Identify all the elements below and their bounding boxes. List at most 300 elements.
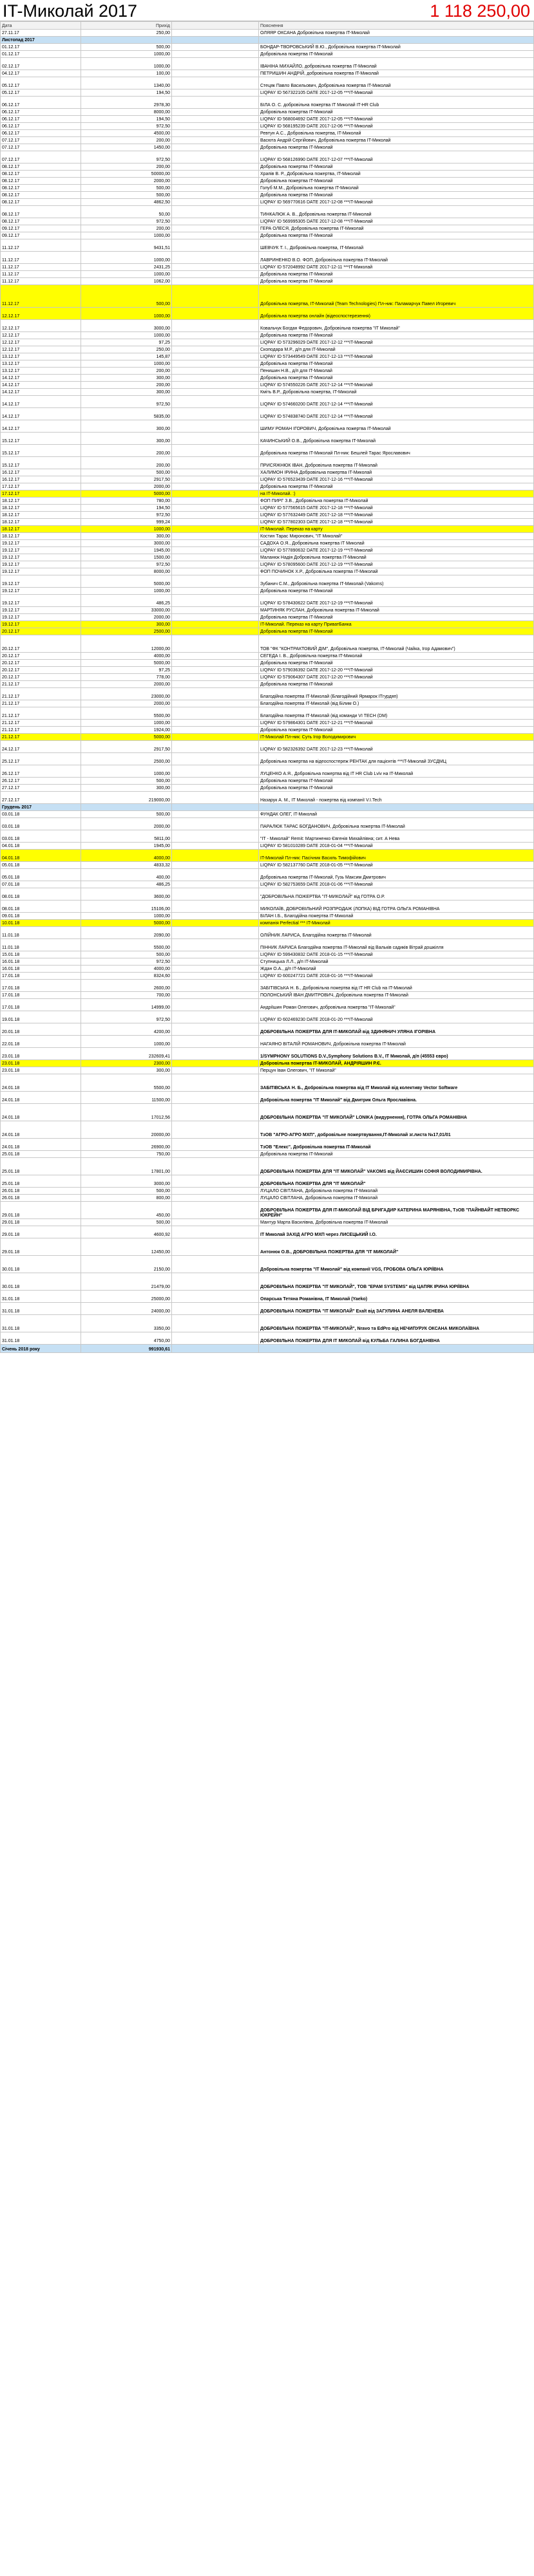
- note-cell: ІВАНІНА МИХАЙЛО, добровільна пожертва IT-Миколай: [259, 58, 534, 70]
- note-cell: ДОБРОВІЛЬНА ПОЖЕРТВА ДЛЯ "IT МИКОЛАЙ": [259, 1175, 534, 1188]
- table-row: [1, 396, 534, 408]
- note-cell: [259, 1345, 534, 1353]
- flag-cell: [172, 77, 259, 89]
- note-cell: Скоподара М.Р., д/п для IT-Миколай: [259, 346, 534, 353]
- note-cell: БІЛА О. С. добровільна пожертва IT Миколай IT-HR Club: [259, 97, 534, 109]
- note-cell: LIQPAY ID 573296029 DATE 2017-12-12 ***IT-Миколай: [259, 339, 534, 346]
- flag-cell: [172, 862, 259, 869]
- note-cell: Опарська Тетяна Романівна, IT Миколай (Yaeko): [259, 1291, 534, 1303]
- amount-cell: 5811,00: [81, 830, 172, 843]
- note-cell: МАРТИНЯК РУСЛАН, Добровільна пожертва IT-Миколай: [259, 607, 534, 614]
- amount-cell: 500,00: [81, 1188, 172, 1195]
- table-row: [1, 171, 534, 178]
- flag-cell: [172, 396, 259, 408]
- flag-cell: [172, 389, 259, 396]
- amount-cell: 500,00: [81, 951, 172, 958]
- amount-cell: 100,00: [81, 70, 172, 77]
- flag-cell: [172, 1121, 259, 1139]
- table-row: [1, 1139, 534, 1151]
- table-row: [1, 667, 534, 674]
- amount-cell: 1000,00: [81, 913, 172, 920]
- table-row: [1, 144, 534, 151]
- note-cell: LIQPAY ID 578095600 DATE 2017-12-19 ***IT-Миколай: [259, 561, 534, 568]
- date-cell: 20.12.17: [1, 635, 81, 653]
- amount-cell: 780,00: [81, 498, 172, 505]
- date-cell: 31.01.18: [1, 1332, 81, 1345]
- date-cell: 11.01.18: [1, 939, 81, 951]
- table-row: [1, 408, 534, 420]
- date-cell: 29.01.18: [1, 1219, 81, 1226]
- amount-cell: 999,24: [81, 519, 172, 526]
- note-cell: LIQPAY ID 567322105 DATE 2017-12-05 ***IT-Миколай: [259, 89, 534, 97]
- note-cell: LIQPAY ID 568004692 DATE 2017-12-05 ***IT-Миколай: [259, 116, 534, 123]
- date-cell: 26.12.17: [1, 778, 81, 785]
- amount-cell: 300,00: [81, 420, 172, 433]
- table-row: [1, 137, 534, 144]
- note-cell: Ревтун А.С., Добровільна пожертва, IT-Миколай: [259, 130, 534, 137]
- flag-cell: [172, 1345, 259, 1353]
- date-cell: 24.01.18: [1, 1139, 81, 1151]
- amount-cell: 5000,00: [81, 660, 172, 667]
- note-cell: ДОБРОВІЛЬНА ПОЖЕРТВА "IT-МИКОЛАЙ", Nravo та EdPro від НЕЧИПУРУК ОКСАНА МИКОЛАЇВНА: [259, 1315, 534, 1332]
- date-cell: 24.01.18: [1, 1092, 81, 1104]
- table-row: [1, 44, 534, 51]
- table-row: [1, 939, 534, 951]
- table-row: [1, 360, 534, 368]
- note-cell: Добровільна пожертва IT-Миколай: [259, 375, 534, 382]
- date-cell: 20.12.17: [1, 674, 81, 681]
- table-row: [1, 720, 534, 727]
- table-row: [1, 130, 534, 137]
- note-cell: LIQPAY ID 577632449 DATE 2017-12-18 ***IT-Миколай: [259, 512, 534, 519]
- note-cell: Добровільна пожертва IT-МИКОЛАЙ, АНДРІЯШИН Р.Є.: [259, 1060, 534, 1067]
- amount-cell: 24000,00: [81, 1303, 172, 1315]
- sheet-header: [0, 0, 534, 21]
- note-cell: Благодійна пожертва IT-Миколай (від команди VI TECH (DM): [259, 707, 534, 720]
- amount-cell: [81, 37, 172, 44]
- amount-cell: 1340,00: [81, 77, 172, 89]
- date-cell: 18.12.17: [1, 526, 81, 533]
- column-header-date: Дата: [1, 22, 81, 30]
- note-cell: LIQPAY ID 602469230 DATE 2018-01-20 ***IT-Миколай: [259, 1011, 534, 1023]
- amount-cell: 1000,00: [81, 765, 172, 778]
- note-cell: Добровільна пожертва IT-Миколай: [259, 109, 534, 116]
- note-cell: Добровільна пожертва IT-Миколай: [259, 232, 534, 239]
- amount-cell: 300,00: [81, 785, 172, 792]
- amount-cell: 2917,50: [81, 741, 172, 753]
- flag-cell: [172, 151, 259, 163]
- note-cell: Добровільна пожертва онлайн (відеоспостерезення): [259, 308, 534, 320]
- note-cell: КАЧИНСЬКИЙ О.В., Добровільна пожертва IT-Миколай: [259, 433, 534, 445]
- table-row: [1, 151, 534, 163]
- flag-cell: [172, 1048, 259, 1060]
- amount-cell: 500,00: [81, 1219, 172, 1226]
- amount-cell: 3000,00: [81, 320, 172, 332]
- date-cell: 19.12.17: [1, 554, 81, 561]
- flag-cell: [172, 850, 259, 862]
- flag-cell: [172, 225, 259, 232]
- date-cell: 19.01.18: [1, 1011, 81, 1023]
- date-cell: 08.12.17: [1, 206, 81, 218]
- table-row: [1, 568, 534, 575]
- flag-cell: [172, 1023, 259, 1036]
- date-cell: 11.12.17: [1, 285, 81, 308]
- table-row: [1, 490, 534, 498]
- note-cell: Добровільна пожертва IT-Миколай: [259, 192, 534, 199]
- date-cell: 19.12.17: [1, 547, 81, 554]
- note-cell: Благодійна пожертва IT-Миколай (Благодійний Ярмарок ІТгурдяп): [259, 688, 534, 700]
- date-cell: 21.12.17: [1, 681, 81, 688]
- table-row: [1, 77, 534, 89]
- table-row: [1, 681, 534, 688]
- note-cell: БОНДАР-ТВОРОВСЬКИЙ В.Ю., Добровільна пожертва IT-Миколай: [259, 44, 534, 51]
- table-row: [1, 1121, 534, 1139]
- amount-cell: 8000,00: [81, 109, 172, 116]
- table-row: [1, 792, 534, 804]
- date-cell: 12.12.17: [1, 346, 81, 353]
- note-cell: Добровільна пожертва IT-Миколай: [259, 163, 534, 171]
- date-cell: 12.12.17: [1, 339, 81, 346]
- amount-cell: 33000,00: [81, 607, 172, 614]
- date-cell: 25.01.18: [1, 1175, 81, 1188]
- amount-cell: 50000,00: [81, 171, 172, 178]
- amount-cell: 2431,25: [81, 264, 172, 271]
- flag-cell: [172, 368, 259, 375]
- note-cell: Добровільна пожертва IT-Миколай: [259, 681, 534, 688]
- note-cell: ЛУЦЕНКО А.Я., Добровільна пожертва від IT HR Club Lviv на IT-Миколай: [259, 765, 534, 778]
- note-cell: LIQPAY ID 581010289 DATE 2018-01-04 ***IT-Миколай: [259, 843, 534, 850]
- flag-cell: [172, 951, 259, 958]
- amount-cell: 2978,30: [81, 97, 172, 109]
- table-row: [1, 483, 534, 490]
- table-row: [1, 980, 534, 992]
- flag-cell: [172, 1092, 259, 1104]
- amount-cell: 500,00: [81, 185, 172, 192]
- table-row: [1, 332, 534, 339]
- note-cell: IT-Миколай. Переказ на карту: [259, 526, 534, 533]
- flag-cell: [172, 199, 259, 206]
- note-cell: LIQPAY ID 577890632 DATE 2017-12-19 ***IT-Миколай: [259, 547, 534, 554]
- flag-cell: [172, 505, 259, 512]
- note-cell: Храпів В. Р., Добровільна пожертва, IT-Миколай: [259, 171, 534, 178]
- amount-cell: 4833,32: [81, 862, 172, 869]
- note-cell: ТИНКАЛЮК А. В., Добровільна пожертва IT-Миколай: [259, 206, 534, 218]
- flag-cell: [172, 1175, 259, 1188]
- amount-cell: 972,50: [81, 512, 172, 519]
- amount-cell: 194,50: [81, 89, 172, 97]
- flag-cell: [172, 1226, 259, 1238]
- note-cell: LIQPAY ID 569770616 DATE 2017-12-08 ***IT-Миколай: [259, 199, 534, 206]
- flag-cell: [172, 1060, 259, 1067]
- flag-cell: [172, 332, 259, 339]
- note-cell: LIQPAY ID 599430832 DATE 2018-01-15 ***IT-Миколай: [259, 951, 534, 958]
- table-row: [1, 1067, 534, 1074]
- note-cell: САДОХА О.Я., Добровільна пожертва IT Миколай: [259, 540, 534, 547]
- date-cell: 21.12.17: [1, 727, 81, 734]
- note-cell: ШЕВЧУК Т. І., Добровільна пожертва, IT-Миколай: [259, 239, 534, 252]
- flag-cell: [172, 818, 259, 830]
- flag-cell: [172, 1139, 259, 1151]
- table-row: [1, 239, 534, 252]
- amount-cell: 500,00: [81, 285, 172, 308]
- flag-cell: [172, 653, 259, 660]
- table-row: [1, 123, 534, 130]
- note-cell: Стецяк Павло Васильович, Добровільна пожертва IT-Миколай: [259, 77, 534, 89]
- table-row: [1, 382, 534, 389]
- date-cell: 06.12.17: [1, 97, 81, 109]
- note-cell: ЗАБІТІВСЬКА Н. Б., Добровільна пожертва від IT HR Club на IT-Миколай: [259, 980, 534, 992]
- flag-cell: [172, 778, 259, 785]
- date-cell: 20.12.17: [1, 628, 81, 635]
- note-cell: ЛАВРИНЕНКО В.О. ФОП, Добровільна пожертва IT-Миколай: [259, 252, 534, 264]
- table-row: [1, 973, 534, 980]
- table-row: [1, 1256, 534, 1273]
- flag-cell: [172, 30, 259, 37]
- date-cell: 07.12.17: [1, 137, 81, 144]
- amount-cell: 17012,56: [81, 1104, 172, 1121]
- table-row: [1, 1188, 534, 1195]
- amount-cell: 12000,00: [81, 635, 172, 653]
- amount-cell: 3600,00: [81, 888, 172, 901]
- note-cell: IT Миколай ЗАХІД АГРО МХП через ЛИСЕЦЬКИЙ І.О.: [259, 1226, 534, 1238]
- date-cell: 14.12.17: [1, 408, 81, 420]
- table-row: [1, 818, 534, 830]
- note-cell: ФУНДАК ОЛЕГ, IT-Миколай: [259, 811, 534, 818]
- date-cell: 15.12.17: [1, 457, 81, 469]
- amount-cell: 1000,00: [81, 232, 172, 239]
- flag-cell: [172, 614, 259, 621]
- date-cell: 17.01.18: [1, 999, 81, 1011]
- amount-cell: 750,00: [81, 1151, 172, 1158]
- flag-cell: [172, 966, 259, 973]
- flag-cell: [172, 1074, 259, 1092]
- date-cell: 16.12.17: [1, 476, 81, 483]
- table-row: [1, 1036, 534, 1048]
- table-row: [1, 700, 534, 707]
- table-row: [1, 1060, 534, 1067]
- amount-cell: 17801,00: [81, 1158, 172, 1175]
- table-row: [1, 811, 534, 818]
- amount-cell: 300,00: [81, 533, 172, 540]
- table-row: [1, 116, 534, 123]
- amount-cell: 5835,00: [81, 408, 172, 420]
- table-row: [1, 346, 534, 353]
- date-cell: 15.12.17: [1, 433, 81, 445]
- flag-cell: [172, 339, 259, 346]
- table-row: [1, 192, 534, 199]
- amount-cell: 400,00: [81, 869, 172, 881]
- table-row: [1, 862, 534, 869]
- flag-cell: [172, 785, 259, 792]
- date-cell: 19.12.17: [1, 595, 81, 607]
- amount-cell: 1062,00: [81, 278, 172, 285]
- amount-cell: 1000,00: [81, 271, 172, 278]
- amount-cell: 97,25: [81, 667, 172, 674]
- note-cell: LIQPAY ID 579864301 DATE 2017-12-21 ***IT-Миколай: [259, 720, 534, 727]
- note-cell: LIQPAY ID 574550226 DATE 2017-12-14 ***IT-Миколай: [259, 382, 534, 389]
- flag-cell: [172, 1158, 259, 1175]
- note-cell: IT-Миколай Пл-ник: Cуть Ігор Володимирович: [259, 734, 534, 741]
- table-row: [1, 843, 534, 850]
- table-row: [1, 533, 534, 540]
- note-cell: ПРИСЯЖНЮК ІВАН, Добровільна пожертва IT-Миколай: [259, 457, 534, 469]
- amount-cell: 2500,00: [81, 628, 172, 635]
- note-cell: ХАЛИМОН ІРИНА Добровільна пожертва IT-Миколай: [259, 469, 534, 476]
- table-row: [1, 901, 534, 913]
- column-header-amount: Прихід: [81, 22, 172, 30]
- amount-cell: 2000,00: [81, 483, 172, 490]
- table-row: [1, 389, 534, 396]
- amount-cell: 1000,00: [81, 252, 172, 264]
- note-cell: Добровільна пожертва IT-Миколай: [259, 51, 534, 58]
- date-cell: 31.01.18: [1, 1303, 81, 1315]
- note-cell: компанія Perfectial *** IT-Миколай: [259, 920, 534, 927]
- amount-cell: 4000,00: [81, 653, 172, 660]
- date-cell: Січень 2018 року: [1, 1345, 81, 1353]
- note-cell: ОЛІЙНИК ЛАРИСА, Благодійна пожертва IT-Миколай: [259, 927, 534, 939]
- table-row: [1, 595, 534, 607]
- table-row: [1, 734, 534, 741]
- amount-cell: 1945,00: [81, 547, 172, 554]
- table-row: [1, 653, 534, 660]
- note-cell: IT-Миколай Пл-ник: Пасічник Василь Тимофійович: [259, 850, 534, 862]
- flag-cell: [172, 171, 259, 178]
- flag-cell: [172, 271, 259, 278]
- note-cell: IT-Миколай. Переказ на карту ПриватБанка: [259, 621, 534, 628]
- note-cell: Добровільна пожертва IT-Миколай: [259, 628, 534, 635]
- table-row: [1, 741, 534, 753]
- date-cell: 27.11.17: [1, 30, 81, 37]
- flag-cell: [172, 239, 259, 252]
- flag-cell: [172, 540, 259, 547]
- date-cell: 05.12.17: [1, 89, 81, 97]
- flag-cell: [172, 218, 259, 225]
- flag-cell: [172, 804, 259, 811]
- flag-cell: [172, 869, 259, 881]
- flag-cell: [172, 765, 259, 778]
- amount-cell: 500,00: [81, 811, 172, 818]
- flag-cell: [172, 1291, 259, 1303]
- amount-cell: 5000,00: [81, 575, 172, 588]
- table-row: [1, 992, 534, 999]
- table-row: [1, 109, 534, 116]
- flag-cell: [172, 476, 259, 483]
- table-row: [1, 1074, 534, 1092]
- date-cell: 20.01.18: [1, 1023, 81, 1036]
- flag-cell: [172, 720, 259, 727]
- table-row: [1, 540, 534, 547]
- amount-cell: 23000,00: [81, 688, 172, 700]
- flag-cell: [172, 999, 259, 1011]
- flag-cell: [172, 116, 259, 123]
- amount-cell: 2090,00: [81, 927, 172, 939]
- table-row: [1, 51, 534, 58]
- date-cell: 18.12.17: [1, 498, 81, 505]
- table-row: [1, 607, 534, 614]
- note-cell: Добровільна пожертва IT-Миколай: [259, 614, 534, 621]
- note-cell: Добровільна пожертва IT-Миколай: [259, 778, 534, 785]
- note-cell: ЛУЦАЛО СВІТЛАНА, Добровільна пожертва IT-Миколай: [259, 1195, 534, 1202]
- flag-cell: [172, 498, 259, 505]
- note-cell: Антонюк О.В., ДОБРОВІЛЬНА ПОЖЕРТВА ДЛЯ "IT МИКОЛАЙ": [259, 1238, 534, 1256]
- table-row: [1, 218, 534, 225]
- note-cell: Добровільна пожертва IT-Миколай: [259, 785, 534, 792]
- amount-cell: 21479,00: [81, 1273, 172, 1291]
- table-row: [1, 1202, 534, 1219]
- note-cell: ПІННИК ЛАРИСА Благодійна пожертва IT-Миколай від Вальків садиків Вітрай дошкілля: [259, 939, 534, 951]
- flag-cell: [172, 628, 259, 635]
- note-cell: LIQPAY ID 569995305 DATE 2017-12-08 ***IT-Миколай: [259, 218, 534, 225]
- table-row: [1, 830, 534, 843]
- amount-cell: 500,00: [81, 44, 172, 51]
- table-row: [1, 888, 534, 901]
- table-row: [1, 457, 534, 469]
- date-cell: 18.12.17: [1, 512, 81, 519]
- note-cell: Добровільна пожертва IT-Миколай: [259, 1151, 534, 1158]
- flag-cell: [172, 635, 259, 653]
- note-cell: ДОБРОВІЛЬНА ПОЖЕРТВА ДЛЯ IT МИКОЛАЙ від КУЛЬБА ГАЛИНА БОГДАНІВНА: [259, 1332, 534, 1345]
- amount-cell: 8324,60: [81, 973, 172, 980]
- flag-cell: [172, 109, 259, 116]
- amount-cell: 972,50: [81, 958, 172, 966]
- date-cell: 08.12.17: [1, 163, 81, 171]
- flag-cell: [172, 1011, 259, 1023]
- date-cell: 26.12.17: [1, 765, 81, 778]
- flag-cell: [172, 595, 259, 607]
- table-row: [1, 913, 534, 920]
- note-cell: Добровільна пожертва IT-Миколай: [259, 332, 534, 339]
- note-cell: Мантур Марта Василівна, Добровільна пожертва IT-Миколай: [259, 1219, 534, 1226]
- table-row: [1, 368, 534, 375]
- amount-cell: 200,00: [81, 368, 172, 375]
- date-cell: 25.01.18: [1, 1151, 81, 1158]
- note-cell: Добровільна пожертва IT-Миколай Пл-ник: Бешлей Тарас Ярославович: [259, 445, 534, 457]
- amount-cell: 1000,00: [81, 51, 172, 58]
- note-cell: Добровільна пожертва IT-Миколай: [259, 588, 534, 595]
- note-cell: Добровільна пожертва IT-Миколай: [259, 660, 534, 667]
- date-cell: 06.12.17: [1, 123, 81, 130]
- note-cell: LIQPAY ID 568126990 DATE 2017-12-07 ***IT-Миколай: [259, 151, 534, 163]
- flag-cell: [172, 958, 259, 966]
- date-cell: 30.01.18: [1, 1256, 81, 1273]
- date-cell: 16.12.17: [1, 469, 81, 476]
- table-row: [1, 519, 534, 526]
- flag-cell: [172, 320, 259, 332]
- table-row: [1, 547, 534, 554]
- note-cell: [259, 37, 534, 44]
- note-cell: ПОЛОНСЬКИЙ ІВАН ДМИТРОВИЧ, Добровільна пожертва IT-Миколай: [259, 992, 534, 999]
- table-row: [1, 70, 534, 77]
- date-cell: 20.12.17: [1, 653, 81, 660]
- date-cell: 08.12.17: [1, 185, 81, 192]
- table-row: [1, 264, 534, 271]
- flag-cell: [172, 727, 259, 734]
- date-cell: 07.01.18: [1, 881, 81, 888]
- amount-cell: 1000,00: [81, 308, 172, 320]
- note-cell: Пенишин Н.В., д/п для IT-Миколай: [259, 368, 534, 375]
- table-row: [1, 1158, 534, 1175]
- note-cell: ТзОВ "АГРО-АГРО МХП", добровільне пожертвування,IT-Миколай зг.листа №17,01/01: [259, 1121, 534, 1139]
- date-cell: 12.12.17: [1, 320, 81, 332]
- table-row: [1, 199, 534, 206]
- date-cell: 23.01.18: [1, 1048, 81, 1060]
- flag-cell: [172, 1219, 259, 1226]
- table-row: [1, 869, 534, 881]
- flag-cell: [172, 741, 259, 753]
- flag-cell: [172, 123, 259, 130]
- date-cell: 20.12.17: [1, 667, 81, 674]
- amount-cell: 3350,00: [81, 1315, 172, 1332]
